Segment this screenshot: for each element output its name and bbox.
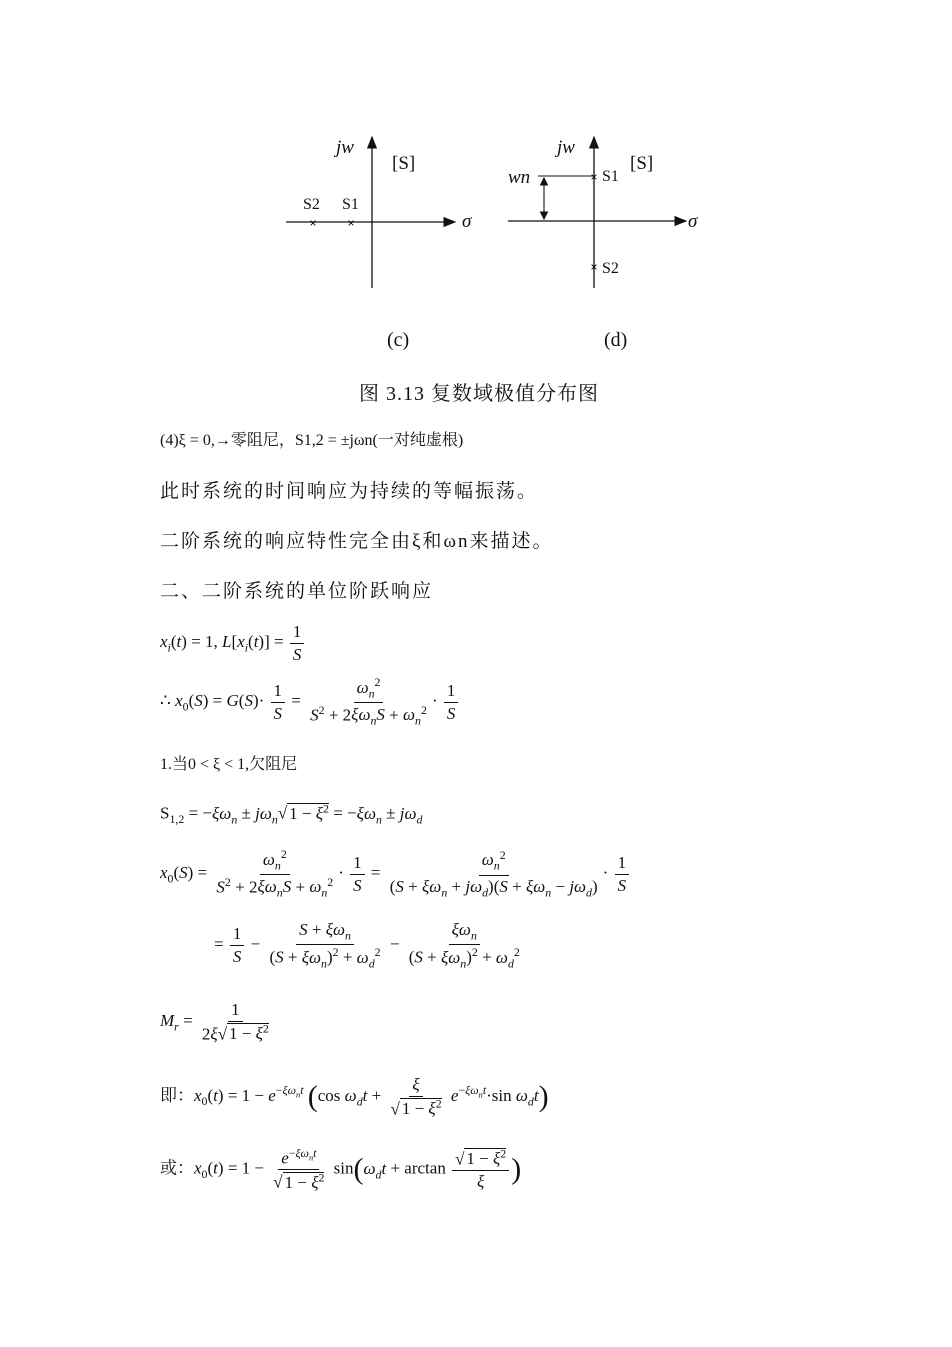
figure-label-d: (d) — [604, 329, 628, 351]
d-axis-jw: jw — [557, 137, 575, 158]
section-heading: 二、二阶系统的单位阶跃响应 — [160, 581, 434, 602]
d-pole-s2-mark: × — [590, 260, 598, 274]
d-wn-label: wn — [508, 167, 531, 188]
text-constant-oscillation: 此时系统的时间响应为持续的等幅振荡。 — [160, 481, 539, 502]
eq-poles: $S_{1,2} = -\xi\omega_n \pm j\omega_n√$ $1 - \xi^2 = -\xi\omega_n \pm j\omega_d$ — [160, 801, 423, 827]
d-plane-label: [S] — [630, 153, 654, 174]
figure-label-c: (c) — [387, 329, 410, 351]
eq-time-response-1: 即：$x_0(t) = 1 - e^{-\xi\omega_nt}$ (cos $\omega_dt$ + $\frac{\xi}{√ 1 - \xi^2}$ $e^{-\xi\omega_nt}\cdot\sin$ $\omega_dt$) — [160, 1075, 549, 1119]
c-axis-sigma: σ — [462, 211, 472, 232]
c-axis-jw: jw — [336, 137, 354, 158]
d-axis-sigma: σ — [688, 211, 698, 232]
eq-output-laplace: ∴ $x_0(S) = G(S)\cdot$ $\frac{1}{S}$ = $\frac{\omega_n^2}{S^2 + 2\xi\omega_nS + \omega_n^2}$ · $\frac{1}{S}$ — [160, 676, 460, 728]
case-underdamped: 1.当0 < ξ < 1,欠阻尼 — [160, 756, 298, 773]
c-pole-s2: S2 — [303, 196, 320, 213]
d-pole-s1: S1 — [602, 168, 619, 185]
eq-factored: $x_0(S)$ = $\frac{\omega_n^2}{S^2 + 2\xi\omega_nS + \omega_n^2}$ · $\frac{1}{S}$ = $\frac{\omega_n^2}{(S + \xi\omega_n + j\omega_d)(S + \xi\omega_n - j\omega_d)}$ · $\frac{1}{S}$ — [160, 848, 631, 900]
c-pole-s2-mark: × — [309, 216, 317, 230]
c-pole-s1: S1 — [342, 196, 359, 213]
eq-time-response-2: 或：$x_0(t) = 1$ − $\frac{e^{-\xi\omega_nt}}{√ 1 - \xi^2}$ $\sin(\omega_dt + \arctan$ $\frac{√ 1 - \xi^2}{\xi}$ ) — [160, 1146, 522, 1192]
eq-partial-fractions: = $\frac{1}{S}$ − $\frac{S + \xi\omega_n}{(S + \xi\omega_n)^2 + \omega_d^2}$ − $\frac{\xi\omega_n}{(S + \xi\omega_n)^2 + \omega_d^2}$ — [214, 920, 520, 971]
d-pole-s2: S2 — [602, 260, 619, 277]
eq-resonant-peak: $M_r$ = $\frac{1}{2\xi√ 1 - \xi^2}$ — [160, 1000, 269, 1044]
figure-caption: 图 3.13 复数域极值分布图 — [359, 383, 599, 405]
label-huo: 或： — [160, 1158, 194, 1178]
label-ji: 即： — [160, 1085, 194, 1105]
eq-input-step: $x_i(t) = 1$, $L[x_i(t)]$ = $\frac{1}{S}$ — [160, 622, 306, 664]
d-pole-s1-mark: × — [590, 170, 598, 184]
text-characterized-by: 二阶系统的响应特性完全由ξ和ωn来描述。 — [160, 531, 554, 552]
c-pole-s1-mark: × — [347, 216, 355, 230]
c-plane-label: [S] — [392, 153, 416, 174]
case-zero-damping: (4)ξ = 0,→零阻尼，S1,2 = ±jωn(一对纯虚根) — [160, 432, 464, 449]
